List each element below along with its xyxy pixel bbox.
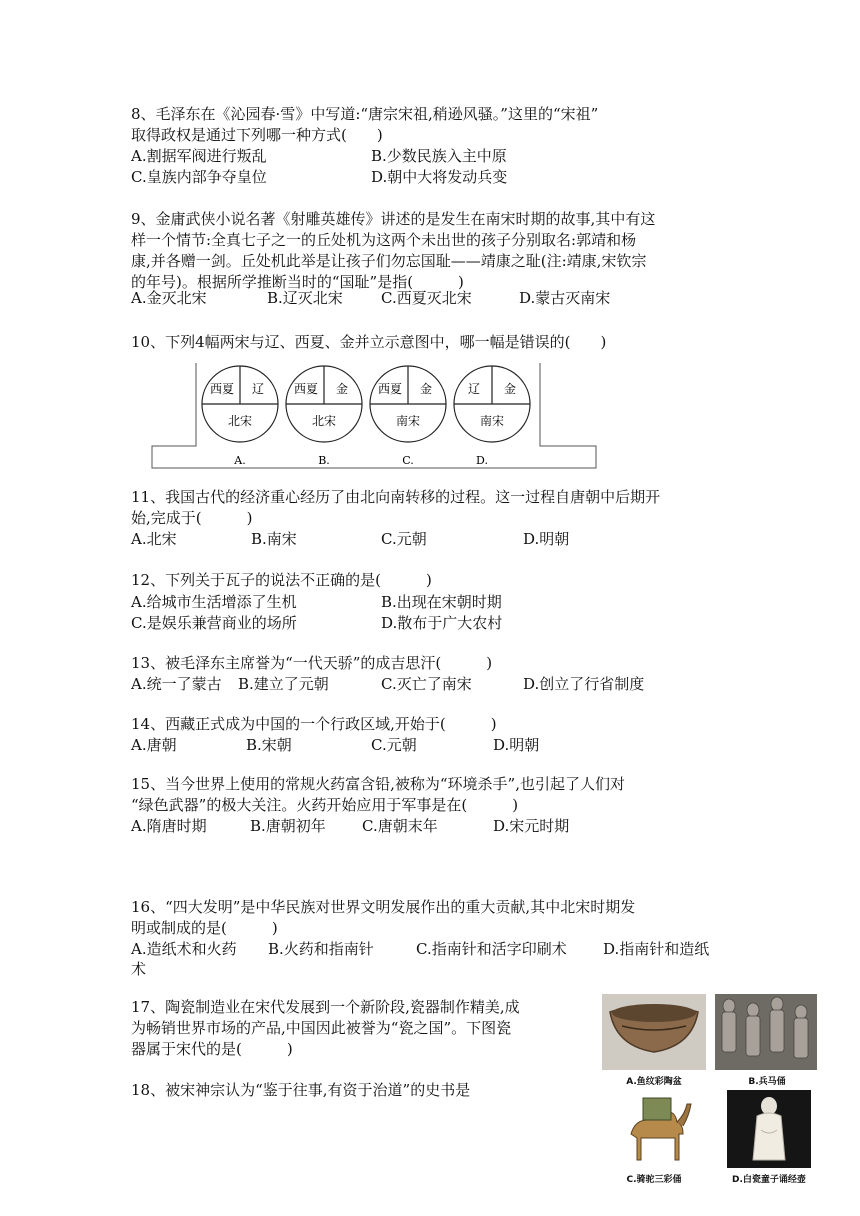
q11-stem-line1: 11、我国古代的经济重心经历了由北向南转移的过程。这一过程自唐朝中后期开: [131, 488, 661, 506]
q11-option-c: C.元朝: [381, 530, 427, 548]
q12-option-b: B.出现在宋朝时期: [381, 593, 502, 611]
circle-b-left: 西夏: [293, 382, 319, 396]
q9-stem-line4: 的年号)。根据所学推断当时的“国耻”是指( ): [131, 273, 464, 291]
q15-stem-line1: 15、当今世界上使用的常规火药富含铅,被称为“环境杀手”,也引起了人们对: [131, 775, 625, 793]
circle-d-left: 辽: [467, 382, 481, 396]
q8-stem-line1: 8、毛泽东在《沁园春·雪》中写道:“唐宗宋祖,稍逊风骚。”这里的“宋祖”: [131, 105, 599, 123]
q18-stem: 18、被宋神宗认为“鉴于往事,有资于治道”的史书是: [131, 1081, 471, 1099]
q14-stem: 14、西藏正式成为中国的一个行政区域,开始于( ): [131, 715, 497, 733]
diagram-circle-c: [370, 366, 446, 467]
circle-c-left: 西夏: [377, 382, 403, 396]
q9-option-d: D.蒙古灭南宋: [519, 289, 611, 307]
q9-stem-line2: 样一个情节:全真七子之一的丘处机为这两个未出世的孩子分别取名:郭靖和杨: [131, 231, 637, 249]
q13-option-c: C.灭亡了南宋: [381, 675, 472, 693]
circle-c-right: 金: [419, 382, 433, 396]
q14-option-c: C.元朝: [371, 736, 417, 754]
q11-option-a: A.北宋: [131, 530, 177, 548]
q9-option-b: B.辽灭北宋: [267, 289, 343, 307]
q12-option-d: D.散布于广大农村: [381, 614, 503, 632]
q16-option-d-wrap: 术: [131, 960, 147, 978]
circle-a-label: A.: [234, 454, 246, 467]
circle-a-right: 辽: [251, 382, 265, 396]
figure-c-camel-figurine: [613, 1090, 697, 1168]
q10-diagram: [148, 360, 598, 470]
fish-basin-image: [602, 994, 706, 1070]
circle-b-label: B.: [318, 454, 330, 467]
q11-stem-line2: 始,完成于( ): [131, 509, 253, 527]
figure-d-caption: D.白瓷童子诵经壶: [732, 1175, 806, 1185]
q9-stem-line1: 9、金庸武侠小说名著《射雕英雄传》讲述的是发生在南宋时期的故事,其中有这: [131, 210, 656, 228]
circle-d-bottom: 南宋: [479, 414, 505, 428]
q11-option-d: D.明朝: [523, 530, 570, 548]
figure-a-fish-basin: [602, 994, 706, 1070]
ewer-image: [727, 1090, 811, 1168]
q10-diagram-svg: [148, 360, 598, 470]
q9-option-a: A.金灭北宋: [131, 289, 207, 307]
diagram-frame: [152, 363, 596, 468]
figure-b-caption: B.兵马俑: [748, 1077, 786, 1087]
q12-stem: 12、下列关于瓦子的说法不正确的是( ): [131, 571, 432, 589]
figure-a-caption: A.鱼纹彩陶盆: [626, 1077, 682, 1087]
q15-option-a: A.隋唐时期: [131, 817, 207, 835]
camel-image: [613, 1090, 697, 1168]
circle-c-label: C.: [402, 454, 414, 467]
q17-stem-line3: 器属于宋代的是( ): [131, 1040, 293, 1058]
q8-option-b: B.少数民族入主中原: [371, 147, 507, 165]
q12-option-a: A.给城市生活增添了生机: [131, 593, 297, 611]
circle-c-bottom: 南宋: [395, 414, 421, 428]
figure-d-white-porcelain-ewer: [727, 1090, 811, 1168]
q15-option-c: C.唐朝末年: [362, 817, 438, 835]
q16-stem-line2: 明或制成的是( ): [131, 919, 278, 937]
q16-option-b: B.火药和指南针: [268, 940, 374, 958]
q14-option-b: B.宋朝: [246, 736, 292, 754]
q14-option-d: D.明朝: [493, 736, 540, 754]
q16-stem-line1: 16、“四大发明”是中华民族对世界文明发展作出的重大贡献,其中北宋时期发: [131, 898, 636, 916]
q17-stem-line1: 17、陶瓷制造业在宋代发展到一个新阶段,瓷器制作精美,成: [131, 998, 520, 1016]
circle-b-right: 金: [335, 382, 349, 396]
q8-option-a: A.割据军阀进行叛乱: [131, 147, 267, 165]
figure-c-caption: C.骑驼三彩俑: [626, 1175, 682, 1185]
q15-option-d: D.宋元时期: [493, 817, 570, 835]
q15-stem-line2: “绿色武器”的极大关注。火药开始应用于军事是在( ): [131, 796, 519, 814]
diagram-circle-d: [454, 366, 530, 467]
diagram-circle-b: [286, 366, 362, 467]
circle-d-label: D.: [476, 454, 488, 467]
diagram-circle-a: [202, 366, 278, 467]
q8-option-c: C.皇族内部争夺皇位: [131, 168, 267, 186]
q13-stem: 13、被毛泽东主席誉为“一代天骄”的成吉思汗( ): [131, 654, 493, 672]
q12-option-c: C.是娱乐兼营商业的场所: [131, 614, 297, 632]
circle-a-bottom: 北宋: [227, 414, 253, 428]
figure-b-terracotta-warriors: [715, 994, 817, 1070]
q13-option-a: A.统一了蒙古: [131, 675, 222, 693]
q13-option-b: B.建立了元朝: [238, 675, 329, 693]
q11-option-b: B.南宋: [251, 530, 297, 548]
q16-option-d: D.指南针和造纸: [603, 940, 710, 958]
q8-option-d: D.朝中大将发动兵变: [371, 168, 508, 186]
circle-a-left: 西夏: [209, 382, 235, 396]
q17-stem-line2: 为畅销世界市场的产品,中国因此被誉为“瓷之国”。下图瓷: [131, 1019, 512, 1037]
q9-stem-line3: 康,并各赠一剑。丘处机此举是让孩子们勿忘国耻——靖康之耻(注:靖康,宋钦宗: [131, 252, 647, 270]
terracotta-image: [715, 994, 817, 1070]
q15-option-b: B.唐朝初年: [250, 817, 326, 835]
q8-stem-line2: 取得政权是通过下列哪一种方式( ): [131, 126, 383, 144]
circle-d-right: 金: [503, 382, 517, 396]
q14-option-a: A.唐朝: [131, 736, 177, 754]
q16-option-a: A.造纸术和火药: [131, 940, 237, 958]
q13-option-d: D.创立了行省制度: [523, 675, 645, 693]
q16-option-c: C.指南针和活字印刷术: [416, 940, 567, 958]
circle-b-bottom: 北宋: [311, 414, 337, 428]
q9-option-c: C.西夏灭北宋: [381, 289, 472, 307]
q10-stem: 10、下列4幅两宋与辽、西夏、金并立示意图中，哪一幅是错误的( ): [131, 333, 607, 351]
